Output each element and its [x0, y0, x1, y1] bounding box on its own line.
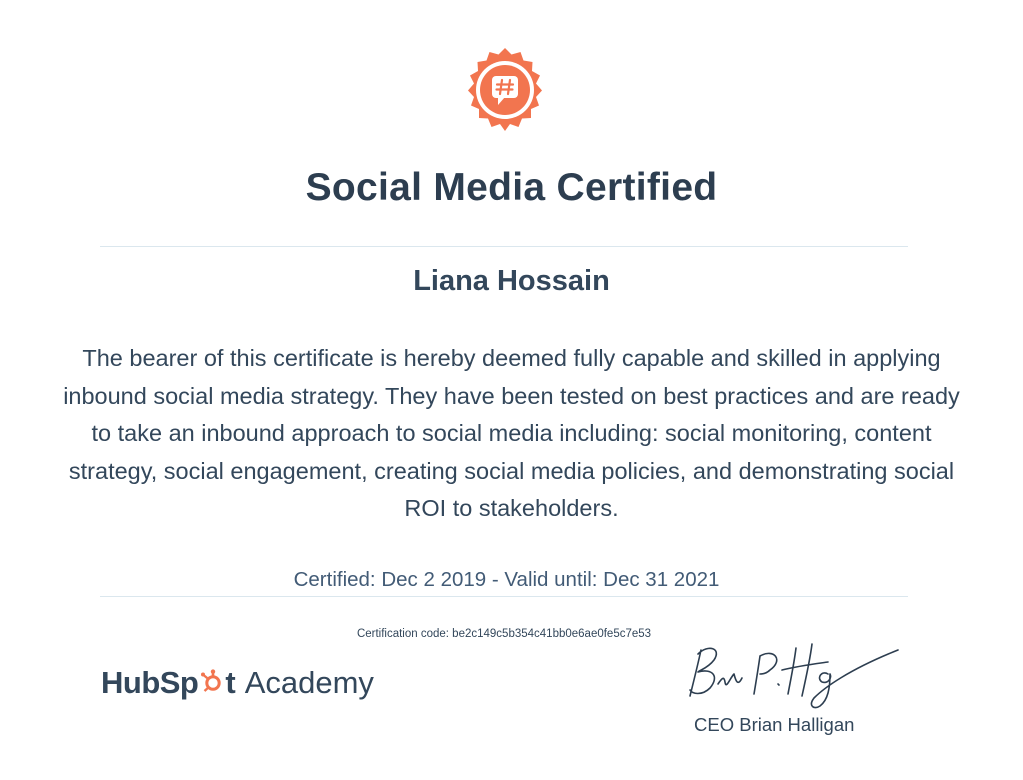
sprocket-icon — [200, 669, 224, 693]
signer-title: CEO Brian Halligan — [694, 714, 855, 735]
ceo-signature — [678, 634, 910, 712]
hubspot-academy-logo — [101, 665, 374, 705]
certification-dates: Certified: Dec 2 2019 - Valid until: Dec 31 2021 — [293, 568, 720, 591]
certification-badge-icon — [459, 45, 551, 137]
logo-wordmark-hub: HubSp — [101, 665, 199, 700]
certificate-description: The bearer of this certificate is hereby deemed fully capable and skilled in applying inbound social media strategy. They have been tested on best practices and are ready to take an inbound approach to social media including: social monitoring, content strategy, social engagement, creating social media policies, and demonstrating social ROI to stakeholders. — [63, 345, 960, 521]
logo-wordmark-academy: Academy — [244, 665, 374, 700]
logo-wordmark-t: t — [225, 665, 236, 700]
certificate-title: Social Media Certified — [305, 166, 718, 209]
divider — [100, 246, 908, 247]
divider — [100, 596, 908, 597]
certification-code: Certification code: be2c149c5b354c41bb0e6ae0fe5c7e53 — [356, 628, 652, 640]
recipient-name: Liana Hossain — [413, 265, 610, 297]
